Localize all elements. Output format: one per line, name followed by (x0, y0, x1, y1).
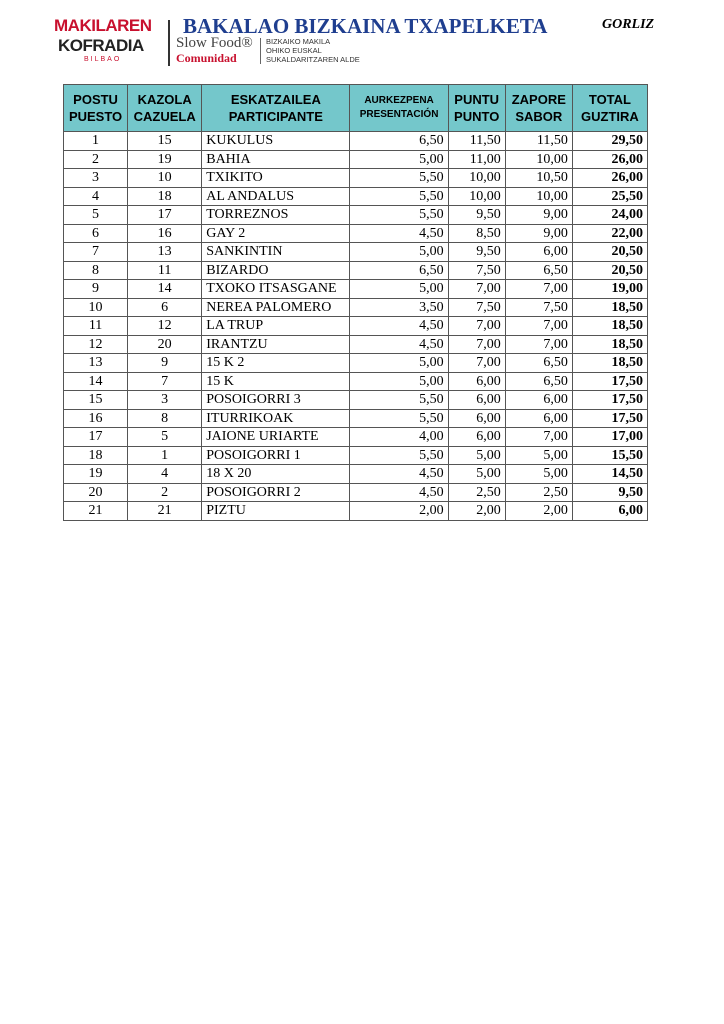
table-row (64, 261, 648, 280)
col-header-presentation: AURKEZPENA PRESENTACIÓN (350, 85, 448, 132)
col-header-total: TOTAL GUZTIRA (572, 85, 647, 132)
punto-cell: 7,50 (448, 298, 505, 317)
total-cell: 17,00 (572, 428, 647, 447)
presentation-cell: 4,00 (350, 428, 448, 447)
total-cell: 29,50 (572, 132, 647, 151)
sabor-cell: 7,50 (505, 298, 572, 317)
cazuela-cell: 2 (128, 483, 202, 502)
participant-cell: NEREA PALOMERO (202, 298, 350, 317)
participant-cell: 15 K 2 (202, 354, 350, 373)
table-row (64, 465, 648, 484)
participant-cell: POSOIGORRI 1 (202, 446, 350, 465)
position-cell: 15 (64, 391, 128, 410)
punto-cell: 6,00 (448, 409, 505, 428)
total-cell: 18,50 (572, 317, 647, 336)
position-cell: 7 (64, 243, 128, 262)
presentation-cell: 4,50 (350, 224, 448, 243)
makilaren-kofradia-logo (54, 16, 164, 66)
page-title: BAKALAO BIZKAINA TXAPELKETA (183, 14, 548, 38)
participant-cell: POSOIGORRI 3 (202, 391, 350, 410)
sabor-cell: 9,00 (505, 206, 572, 225)
presentation-cell: 4,50 (350, 483, 448, 502)
punto-cell: 2,50 (448, 483, 505, 502)
punto-cell: 5,00 (448, 465, 505, 484)
cazuela-cell: 19 (128, 150, 202, 169)
sabor-cell: 5,00 (505, 465, 572, 484)
presentation-cell: 5,50 (350, 409, 448, 428)
punto-cell: 9,50 (448, 243, 505, 262)
bizkaiko-line-1: BIZKAIKO MAKILA (266, 37, 331, 46)
position-cell: 3 (64, 169, 128, 188)
logo-divider-2 (260, 38, 261, 64)
table-row (64, 132, 648, 151)
table-row (64, 150, 648, 169)
total-cell: 19,00 (572, 280, 647, 299)
presentation-cell: 6,50 (350, 132, 448, 151)
punto-cell: 10,00 (448, 187, 505, 206)
position-cell: 19 (64, 465, 128, 484)
punto-cell: 11,00 (448, 150, 505, 169)
position-cell: 18 (64, 446, 128, 465)
presentation-cell: 2,00 (350, 502, 448, 521)
participant-cell: KUKULUS (202, 132, 350, 151)
participant-cell: GAY 2 (202, 224, 350, 243)
position-cell: 14 (64, 372, 128, 391)
sabor-cell: 9,00 (505, 224, 572, 243)
sabor-cell: 2,00 (505, 502, 572, 521)
total-cell: 6,00 (572, 502, 647, 521)
logo-kofradia-text: KOFRADIA (58, 36, 144, 55)
logo-bilbao-text: BILBAO (84, 56, 122, 63)
total-cell: 17,50 (572, 372, 647, 391)
table-row (64, 187, 648, 206)
cazuela-cell: 11 (128, 261, 202, 280)
col-header-punto: PUNTU PUNTO (448, 85, 505, 132)
bizkaiko-line-3: SUKALDARITZAREN ALDE (266, 55, 360, 64)
logo-makilaren-text: MAKILAREN (54, 16, 152, 35)
punto-cell: 8,50 (448, 224, 505, 243)
total-cell: 17,50 (572, 391, 647, 410)
slow-food-text: Slow Food® (176, 35, 253, 51)
logo-divider (168, 20, 170, 66)
presentation-cell: 3,50 (350, 298, 448, 317)
punto-cell: 11,50 (448, 132, 505, 151)
position-cell: 11 (64, 317, 128, 336)
punto-cell: 10,00 (448, 169, 505, 188)
participant-cell: BAHIA (202, 150, 350, 169)
punto-cell: 6,00 (448, 391, 505, 410)
presentation-cell: 5,00 (350, 354, 448, 373)
results-table (63, 84, 648, 521)
table-row (64, 224, 648, 243)
sabor-cell: 7,00 (505, 280, 572, 299)
position-cell: 21 (64, 502, 128, 521)
total-cell: 17,50 (572, 409, 647, 428)
cazuela-cell: 8 (128, 409, 202, 428)
position-cell: 10 (64, 298, 128, 317)
participant-cell: SANKINTIN (202, 243, 350, 262)
punto-cell: 7,00 (448, 280, 505, 299)
participant-cell: TXOKO ITSASGANE (202, 280, 350, 299)
cazuela-cell: 20 (128, 335, 202, 354)
table-row (64, 169, 648, 188)
col-header-cazuela: KAZOLA CAZUELA (128, 85, 202, 132)
table-row (64, 335, 648, 354)
results-body (64, 132, 648, 521)
total-cell: 24,00 (572, 206, 647, 225)
table-row (64, 372, 648, 391)
cazuela-cell: 10 (128, 169, 202, 188)
total-cell: 18,50 (572, 298, 647, 317)
presentation-cell: 5,50 (350, 187, 448, 206)
total-cell: 18,50 (572, 354, 647, 373)
bizkaiko-line-2: OHIKO EUSKAL (266, 46, 322, 55)
total-cell: 20,50 (572, 261, 647, 280)
slow-food-logo (176, 36, 253, 65)
position-cell: 6 (64, 224, 128, 243)
sabor-cell: 5,00 (505, 446, 572, 465)
table-row (64, 483, 648, 502)
sabor-cell: 6,00 (505, 243, 572, 262)
table-row (64, 280, 648, 299)
cazuela-cell: 17 (128, 206, 202, 225)
comunidad-text: Comunidad (176, 51, 237, 65)
cazuela-cell: 18 (128, 187, 202, 206)
punto-cell: 9,50 (448, 206, 505, 225)
table-row (64, 391, 648, 410)
participant-cell: 18 X 20 (202, 465, 350, 484)
col-header-sabor: ZAPORE SABOR (505, 85, 572, 132)
punto-cell: 5,00 (448, 446, 505, 465)
participant-cell: ITURRIKOAK (202, 409, 350, 428)
table-row (64, 409, 648, 428)
table-row (64, 502, 648, 521)
punto-cell: 7,00 (448, 317, 505, 336)
sabor-cell: 7,00 (505, 428, 572, 447)
participant-cell: BIZARDO (202, 261, 350, 280)
position-cell: 5 (64, 206, 128, 225)
total-cell: 18,50 (572, 335, 647, 354)
cazuela-cell: 5 (128, 428, 202, 447)
punto-cell: 7,50 (448, 261, 505, 280)
presentation-cell: 5,50 (350, 169, 448, 188)
table-row (64, 243, 648, 262)
table-row (64, 446, 648, 465)
position-cell: 1 (64, 132, 128, 151)
sabor-cell: 2,50 (505, 483, 572, 502)
cazuela-cell: 4 (128, 465, 202, 484)
participant-cell: TORREZNOS (202, 206, 350, 225)
participant-cell: TXIKITO (202, 169, 350, 188)
table-row (64, 428, 648, 447)
total-cell: 14,50 (572, 465, 647, 484)
cazuela-cell: 16 (128, 224, 202, 243)
table-row (64, 298, 648, 317)
position-cell: 13 (64, 354, 128, 373)
table-row (64, 317, 648, 336)
participant-cell: AL ANDALUS (202, 187, 350, 206)
total-cell: 9,50 (572, 483, 647, 502)
total-cell: 26,00 (572, 169, 647, 188)
header-row (64, 85, 648, 132)
presentation-cell: 6,50 (350, 261, 448, 280)
participant-cell: LA TRUP (202, 317, 350, 336)
participant-cell: 15 K (202, 372, 350, 391)
presentation-cell: 5,00 (350, 372, 448, 391)
presentation-cell: 4,50 (350, 317, 448, 336)
punto-cell: 7,00 (448, 335, 505, 354)
cazuela-cell: 9 (128, 354, 202, 373)
presentation-cell: 5,00 (350, 150, 448, 169)
punto-cell: 2,00 (448, 502, 505, 521)
position-cell: 12 (64, 335, 128, 354)
position-cell: 20 (64, 483, 128, 502)
cazuela-cell: 12 (128, 317, 202, 336)
total-cell: 26,00 (572, 150, 647, 169)
position-cell: 2 (64, 150, 128, 169)
presentation-cell: 5,50 (350, 446, 448, 465)
sabor-cell: 6,00 (505, 391, 572, 410)
sabor-cell: 7,00 (505, 335, 572, 354)
position-cell: 8 (64, 261, 128, 280)
sabor-cell: 6,50 (505, 354, 572, 373)
sabor-cell: 7,00 (505, 317, 572, 336)
cazuela-cell: 7 (128, 372, 202, 391)
cazuela-cell: 6 (128, 298, 202, 317)
sabor-cell: 10,00 (505, 150, 572, 169)
presentation-cell: 5,50 (350, 206, 448, 225)
participant-cell: POSOIGORRI 2 (202, 483, 350, 502)
sabor-cell: 6,00 (505, 409, 572, 428)
col-header-position: POSTU PUESTO (64, 85, 128, 132)
participant-cell: IRANTZU (202, 335, 350, 354)
sabor-cell: 6,50 (505, 261, 572, 280)
sabor-cell: 6,50 (505, 372, 572, 391)
table-row (64, 354, 648, 373)
total-cell: 22,00 (572, 224, 647, 243)
presentation-cell: 4,50 (350, 465, 448, 484)
total-cell: 25,50 (572, 187, 647, 206)
punto-cell: 7,00 (448, 354, 505, 373)
participant-cell: PIZTU (202, 502, 350, 521)
sabor-cell: 10,00 (505, 187, 572, 206)
presentation-cell: 5,00 (350, 280, 448, 299)
location-label: GORLIZ (602, 17, 655, 32)
col-header-participant: ESKATZAILEA PARTICIPANTE (202, 85, 350, 132)
cazuela-cell: 15 (128, 132, 202, 151)
position-cell: 9 (64, 280, 128, 299)
position-cell: 4 (64, 187, 128, 206)
sabor-cell: 10,50 (505, 169, 572, 188)
cazuela-cell: 13 (128, 243, 202, 262)
table-row (64, 206, 648, 225)
cazuela-cell: 14 (128, 280, 202, 299)
participant-cell: JAIONE URIARTE (202, 428, 350, 447)
presentation-cell: 5,00 (350, 243, 448, 262)
total-cell: 20,50 (572, 243, 647, 262)
punto-cell: 6,00 (448, 372, 505, 391)
presentation-cell: 4,50 (350, 335, 448, 354)
punto-cell: 6,00 (448, 428, 505, 447)
position-cell: 17 (64, 428, 128, 447)
cazuela-cell: 21 (128, 502, 202, 521)
sabor-cell: 11,50 (505, 132, 572, 151)
total-cell: 15,50 (572, 446, 647, 465)
cazuela-cell: 3 (128, 391, 202, 410)
presentation-cell: 5,50 (350, 391, 448, 410)
position-cell: 16 (64, 409, 128, 428)
bizkaiko-makila-logo-text (266, 37, 360, 64)
cazuela-cell: 1 (128, 446, 202, 465)
